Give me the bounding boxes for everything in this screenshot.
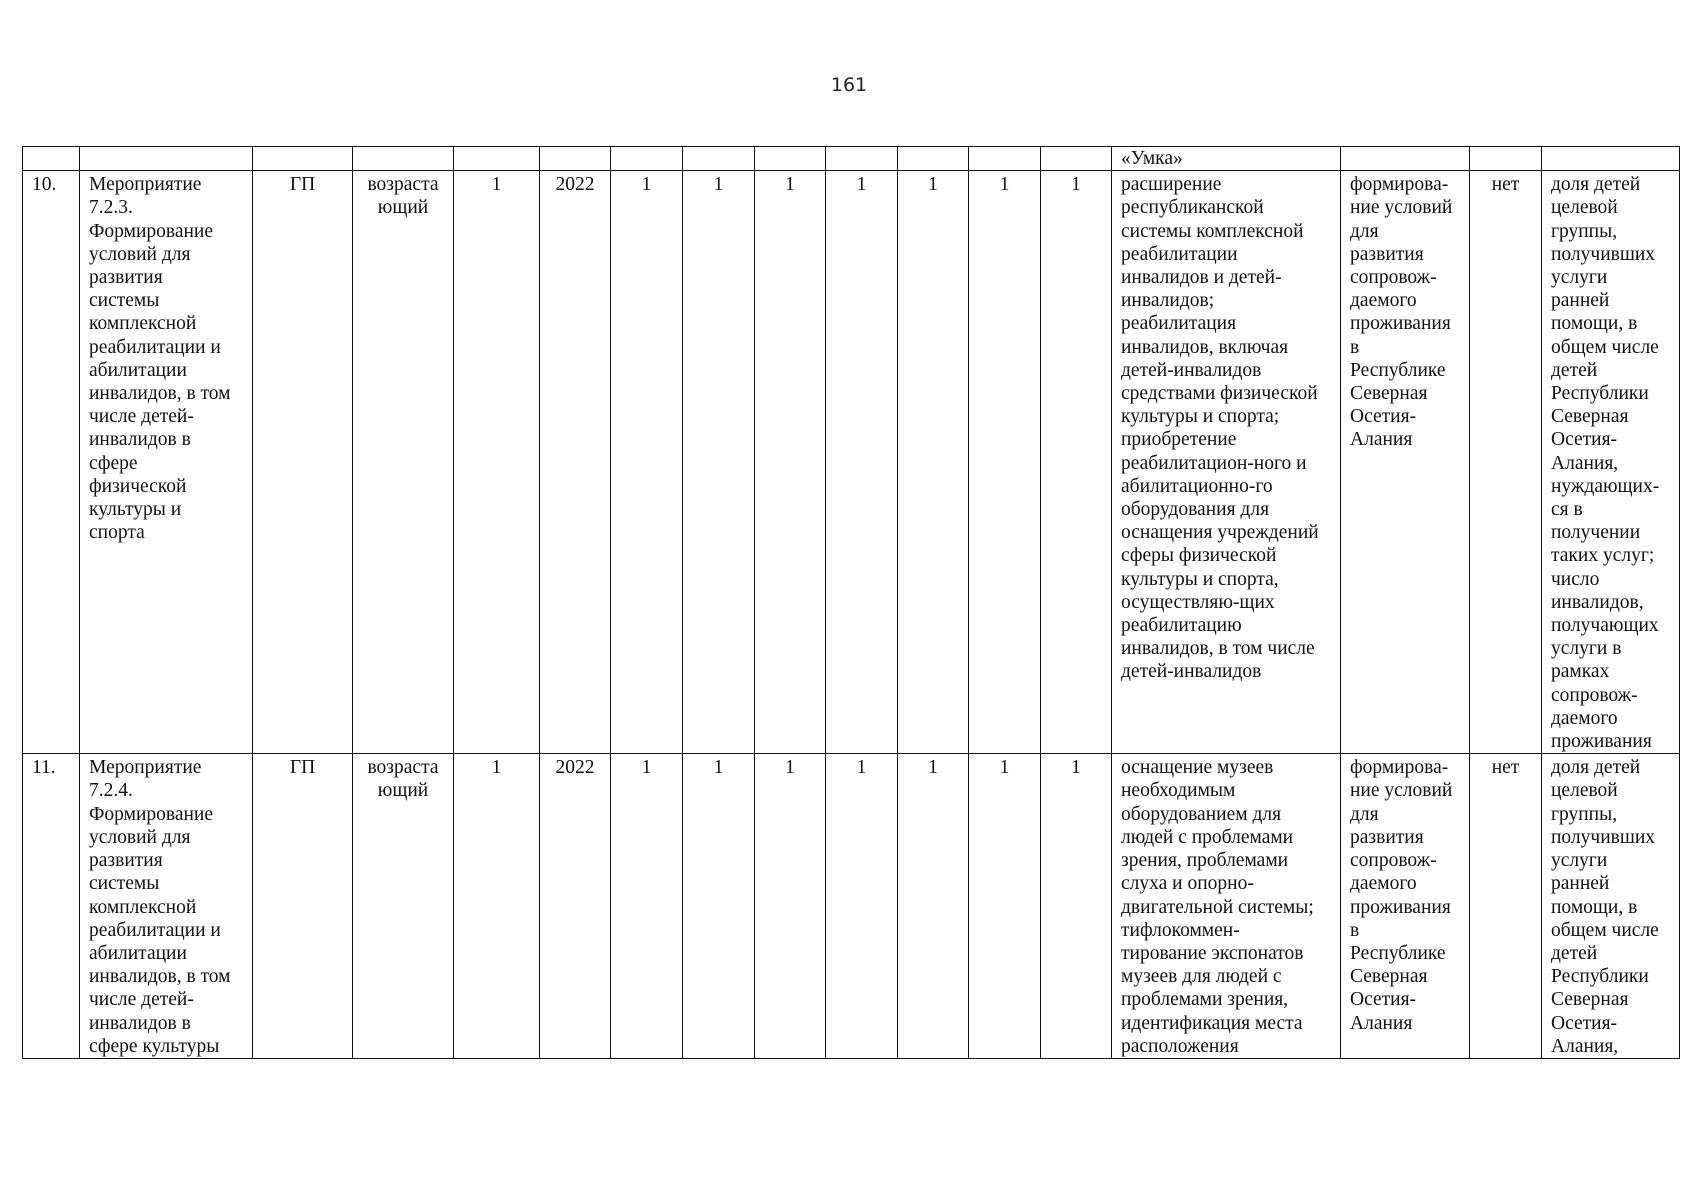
value-cell: 1 (1041, 754, 1112, 1059)
value-cell: 1 (683, 754, 755, 1059)
table-cell (454, 147, 540, 171)
unit-cell: 1 (454, 171, 540, 754)
indicator-cell: доля детей целевой группы, получивших услуги ранней помощи, в общем числе детей Республики Северная Осетия- Алания, (1542, 754, 1680, 1059)
value-cell: 1 (969, 754, 1041, 1059)
table-cell (898, 147, 969, 171)
program-type-cell: ГП (253, 754, 353, 1059)
table-cell (80, 147, 253, 171)
measure-name-cell: Мероприятие 7.2.3. Формирование условий для развития системы комплексной реабилитации и абилитации инвалидов, в том числе детей- инвалидов в сфере физической культуры и спорта (80, 171, 253, 754)
value-cell: 1 (898, 754, 969, 1059)
value-cell: 1 (611, 171, 683, 754)
table-cell (1341, 147, 1470, 171)
measures-table (22, 146, 1680, 1059)
table-row (23, 754, 1680, 1059)
result-cell: расширение республиканской системы комплексной реабилитации инвалидов и детей- инвалидов; реабилитация инвалидов, включая детей-инвалидов средствами физической культуры и спорта; приобретение реабилитацион-ного и абилитационно-го оборудования для оснащения учреждений сферы физической культуры и спорта, осуществляю-щих реабилитацию инвалидов, в том числе детей-инвалидов (1112, 171, 1341, 754)
value-cell: 1 (755, 171, 826, 754)
table-cell (1542, 147, 1680, 171)
program-type-cell: ГП (253, 171, 353, 754)
table-cell (253, 147, 353, 171)
table-cell (540, 147, 611, 171)
table-cell (353, 147, 454, 171)
flag-cell: нет (1470, 754, 1542, 1059)
table-row (23, 171, 1680, 754)
year-cell: 2022 (540, 754, 611, 1059)
value-cell: 1 (755, 754, 826, 1059)
table-row-continuation (23, 147, 1680, 171)
indicator-cell: доля детей целевой группы, получивших услуги ранней помощи, в общем числе детей Республики Северная Осетия- Алания, нуждающих- ся в получении таких услуг; число инвалидов, получающих услуги в рамках сопровож- даемого проживания (1542, 171, 1680, 754)
value-cell: 1 (611, 754, 683, 1059)
table-cell (611, 147, 683, 171)
value-cell: 1 (683, 171, 755, 754)
value-cell: 1 (826, 171, 898, 754)
table-cell (683, 147, 755, 171)
table-cell (755, 147, 826, 171)
flag-cell: нет (1470, 171, 1542, 754)
character-cell: возраста ющий (353, 171, 454, 754)
table-cell (1470, 147, 1542, 171)
table-cell (826, 147, 898, 171)
page-number: 161 (830, 74, 868, 96)
value-cell: 1 (826, 754, 898, 1059)
character-cell: возраста ющий (353, 754, 454, 1059)
table-cell (1041, 147, 1112, 171)
row-number-cell: 10. (23, 171, 80, 754)
table-cell (969, 147, 1041, 171)
result-cell: «Умка» (1112, 147, 1341, 171)
value-cell: 1 (1041, 171, 1112, 754)
measure-name-cell: Мероприятие 7.2.4. Формирование условий для развития системы комплексной реабилитации и абилитации инвалидов, в том числе детей- инвалидов в сфере культуры (80, 754, 253, 1059)
row-number-cell: 11. (23, 754, 80, 1059)
result-cell: оснащение музеев необходимым оборудованием для людей с проблемами зрения, проблемами слуха и опорно- двигательной системы; тифлокоммен- тирование экспонатов музеев для людей с проблемами зрения, идентификация места расположения (1112, 754, 1341, 1059)
table-cell (23, 147, 80, 171)
link-cell: формирова- ние условий для развития сопровож- даемого проживания в Республике Северная Осетия- Алания (1341, 754, 1470, 1059)
value-cell: 1 (969, 171, 1041, 754)
value-cell: 1 (898, 171, 969, 754)
link-cell: формирова- ние условий для развития сопровож- даемого проживания в Республике Северная Осетия- Алания (1341, 171, 1470, 754)
year-cell: 2022 (540, 171, 611, 754)
unit-cell: 1 (454, 754, 540, 1059)
